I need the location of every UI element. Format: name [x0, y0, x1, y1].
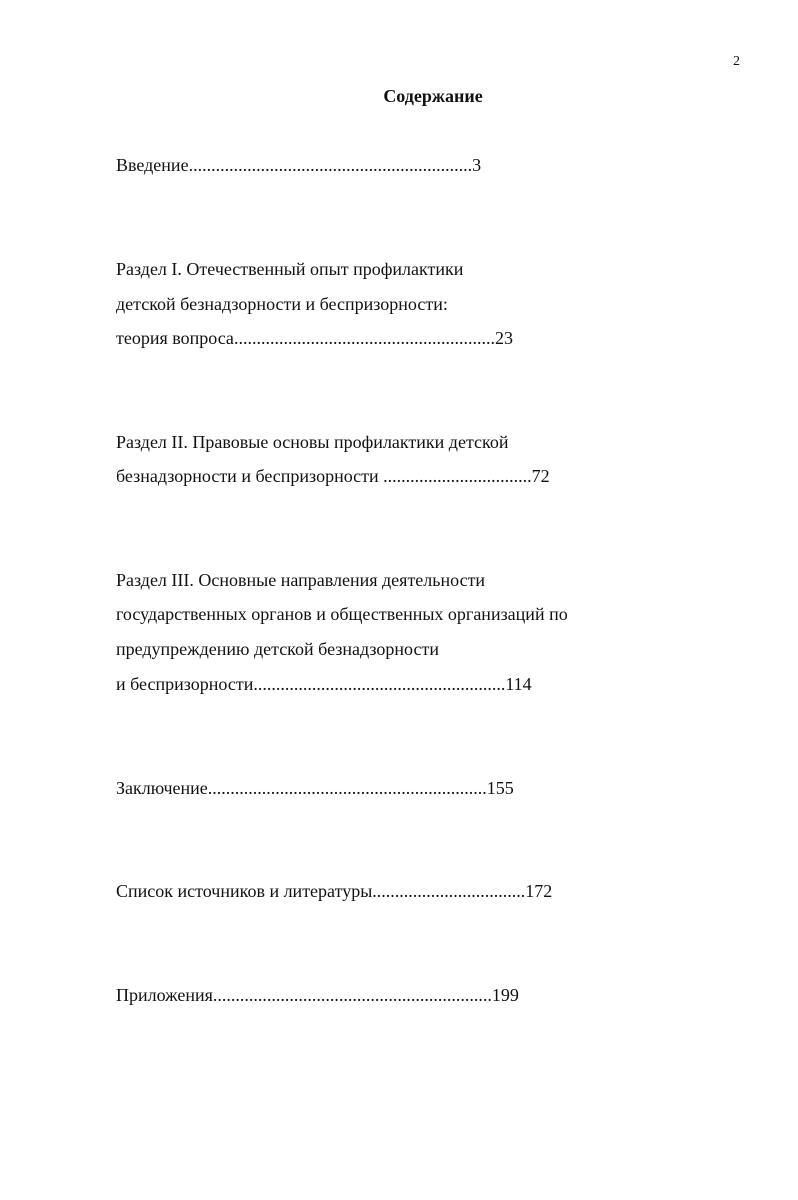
- toc-leader-dots: ......................................................: [253, 674, 497, 694]
- toc-entry-section2-line2: [116, 467, 550, 485]
- toc-entry-conclusion: [116, 779, 514, 797]
- toc-leader-dots: ..............................................................: [207, 778, 487, 798]
- toc-entry-introduction: [116, 156, 481, 174]
- toc-page-number: 172: [525, 881, 553, 901]
- toc-entry-text: теория вопроса: [116, 328, 234, 348]
- toc-entry-text: Приложения: [116, 985, 213, 1005]
- toc-page-number: 199: [491, 985, 519, 1005]
- toc-entry-section1-line2: детской безнадзорности и беспризорности:: [116, 294, 448, 314]
- toc-leader-dots: ..................................: [372, 881, 526, 901]
- toc-entry-section3-line3: предупреждению детской безнадзорности: [116, 639, 439, 659]
- toc-entry-section2-line1: Раздел II. Правовые основы профилактики детской: [116, 432, 509, 452]
- toc-entry-appendices: [116, 986, 519, 1004]
- toc-leader-dots: ........................................................: [233, 328, 486, 348]
- toc-page-number: ..23: [485, 328, 513, 348]
- toc-entry-section3-line1: Раздел III. Основные направления деятельности: [116, 570, 486, 590]
- toc-title: Содержание: [383, 86, 483, 106]
- toc-entry-section3-line2: государственных органов и общественных организаций по: [116, 604, 568, 624]
- toc-leader-dots: ..............................................................: [212, 985, 492, 1005]
- toc-page-number: ..114: [496, 674, 532, 694]
- toc-entry-text: Заключение: [116, 778, 208, 798]
- toc-entry-section1-line3: [116, 329, 513, 347]
- toc-leader-dots: ...............................................................: [188, 155, 473, 175]
- toc-entry-sources: [116, 882, 552, 900]
- toc-entry-text: Список источников и литературы: [116, 881, 373, 901]
- toc-page-number: 3: [472, 155, 482, 175]
- page-number: 2: [733, 54, 740, 69]
- toc-page-number: 72: [531, 466, 550, 486]
- toc-entry-section1-line1: Раздел I. Отечественный опыт профилактики: [116, 259, 464, 279]
- toc-entry-text: и беспризорности: [116, 674, 254, 694]
- toc-leader-dots: .................................: [383, 466, 532, 486]
- toc-page-number: 155: [486, 778, 514, 798]
- toc-entry-text: безнадзорности и беспризорности: [116, 466, 384, 486]
- toc-entry-text: Введение: [116, 155, 189, 175]
- toc-entry-section3-line4: [116, 675, 532, 693]
